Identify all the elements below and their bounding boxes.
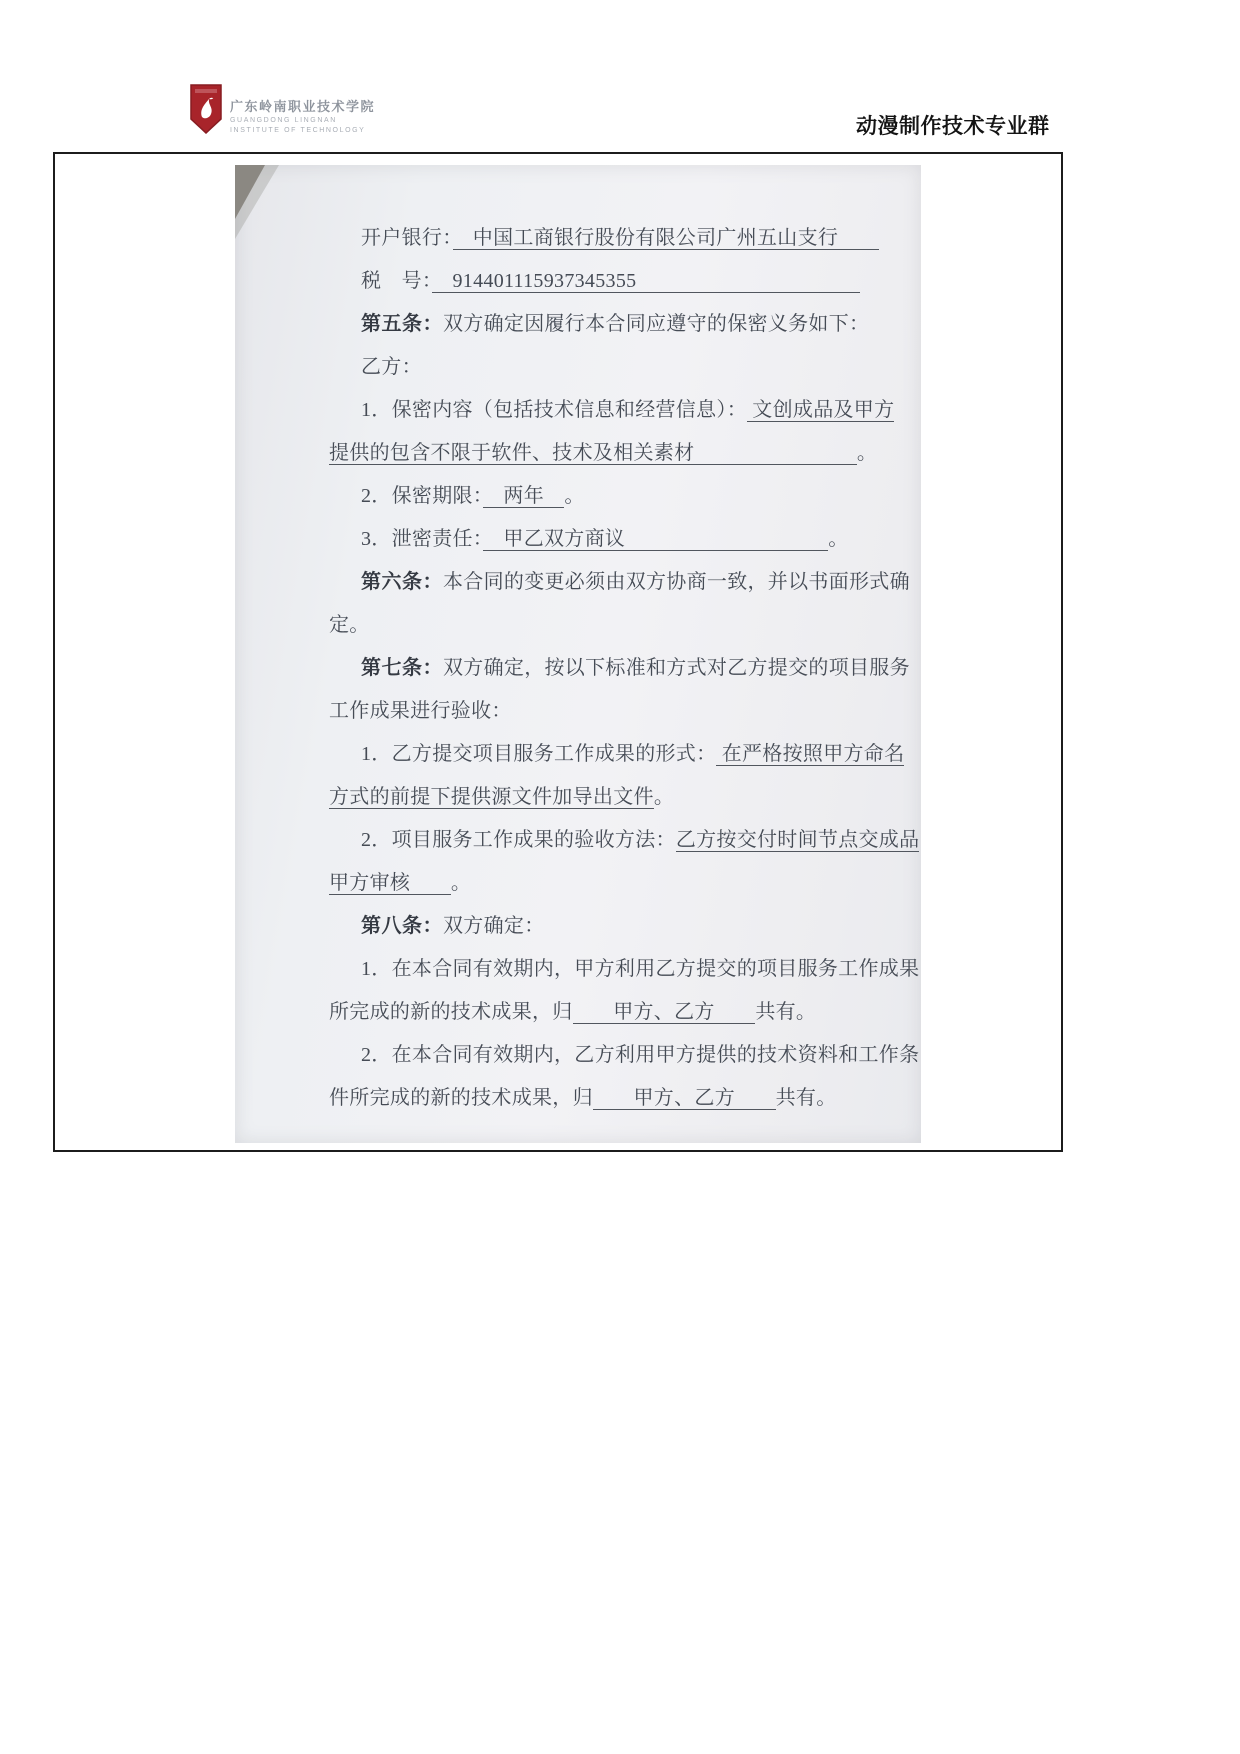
filled-blank: 914401115937345355 <box>432 270 860 292</box>
institute-name-cn: 广东岭南职业技术学院 <box>230 99 376 114</box>
filled-blank: 乙方按交付时间节点交成品 <box>675 829 920 851</box>
specialty-group-title: 动漫制作技术专业群 <box>856 115 1050 138</box>
contract-line <box>329 1034 920 1077</box>
contract-line <box>329 776 913 819</box>
text-segment: 。 <box>450 872 472 894</box>
document-frame <box>53 152 1063 1152</box>
contract-line <box>329 948 920 991</box>
text-segment: 2．项目服务工作成果的验收方法： <box>361 829 676 851</box>
text-segment: 1．乙方提交项目服务工作成果的形式： <box>361 743 717 765</box>
text-segment: 本合同的变更必须由双方协商一致，并以书面形式确 <box>443 571 910 593</box>
text-segment: 。 <box>564 485 585 507</box>
contract-line <box>329 389 913 432</box>
filled-blank: 甲方、乙方 <box>572 1001 756 1023</box>
filled-blank: 甲乙双方商议 <box>483 528 829 550</box>
filled-blank: 两年 <box>483 485 565 507</box>
text-segment: 税 号： <box>361 270 433 292</box>
contract-line <box>329 733 913 776</box>
contract-line <box>329 260 913 303</box>
text-segment: 。 <box>828 528 849 550</box>
crane-shield-icon <box>190 84 222 134</box>
text-segment: 双方确定因履行本合同应遵守的保密义务如下： <box>443 313 870 335</box>
text-segment: 。 <box>653 786 675 808</box>
contract-line <box>329 346 913 389</box>
contract-line <box>329 991 913 1034</box>
filled-blank: 甲方审核 <box>329 872 451 894</box>
institute-name-en2: INSTITUTE OF TECHNOLOGY <box>230 127 366 134</box>
article-label: 第八条： <box>361 915 443 937</box>
article-label: 第七条： <box>361 657 443 679</box>
filled-blank: 提供的包含不限于软件、技术及相关素材 <box>329 442 857 464</box>
text-segment: 定。 <box>329 614 370 636</box>
page-header <box>0 0 1240 150</box>
contract-line <box>329 905 913 948</box>
text-segment: 共有。 <box>775 1087 837 1109</box>
text-segment: 所完成的新的技术成果，归 <box>329 1001 573 1023</box>
contract-line <box>329 604 913 647</box>
contract-line <box>329 561 913 604</box>
contract-line <box>329 1077 913 1120</box>
institute-name-en1: GUANGDONG LINGNAN <box>230 117 337 124</box>
filled-blank: 文创成品及甲方 <box>747 399 895 421</box>
text-segment: 乙方： <box>361 356 422 378</box>
text-segment: 3．泄密责任： <box>361 528 484 550</box>
article-label: 第六条： <box>361 571 443 593</box>
article-label: 第五条： <box>361 313 443 335</box>
text-segment: 2．保密期限： <box>361 485 484 507</box>
filled-blank: 甲方、乙方 <box>592 1087 776 1109</box>
contract-line <box>329 647 913 690</box>
text-segment: 。 <box>856 442 878 464</box>
contract-line <box>329 475 913 518</box>
text-segment: 开户银行： <box>361 227 453 249</box>
contract-line <box>329 303 913 346</box>
contract-line <box>329 819 920 862</box>
filled-blank: 方式的前提下提供源文件加导出文件 <box>329 786 654 808</box>
text-segment: 件所完成的新的技术成果，归 <box>329 1087 593 1109</box>
filled-blank: 在严格按照甲方命名 <box>716 743 905 765</box>
contract-line <box>329 690 913 733</box>
contract-photo <box>235 165 921 1143</box>
text-segment: 工作成果进行验收： <box>329 700 512 722</box>
text-segment: 1．在本合同有效期内，甲方利用乙方提交的项目服务工作成果 <box>361 958 920 980</box>
contract-text <box>329 217 920 1120</box>
contract-line <box>329 217 913 260</box>
filled-blank: 中国工商银行股份有限公司广州五山支行 <box>452 227 879 249</box>
text-segment: 共有。 <box>755 1001 817 1023</box>
contract-line <box>329 862 913 905</box>
text-segment: 1．保密内容（包括技术信息和经营信息）： <box>361 399 747 421</box>
text-segment: 双方确定： <box>443 915 545 937</box>
institute-logo <box>190 84 375 135</box>
contract-line <box>329 432 913 475</box>
contract-line <box>329 518 913 561</box>
institute-name <box>230 84 375 135</box>
text-segment: 2．在本合同有效期内，乙方利用甲方提供的技术资料和工作条 <box>361 1044 920 1066</box>
text-segment: 双方确定，按以下标准和方式对乙方提交的项目服务 <box>443 657 910 679</box>
